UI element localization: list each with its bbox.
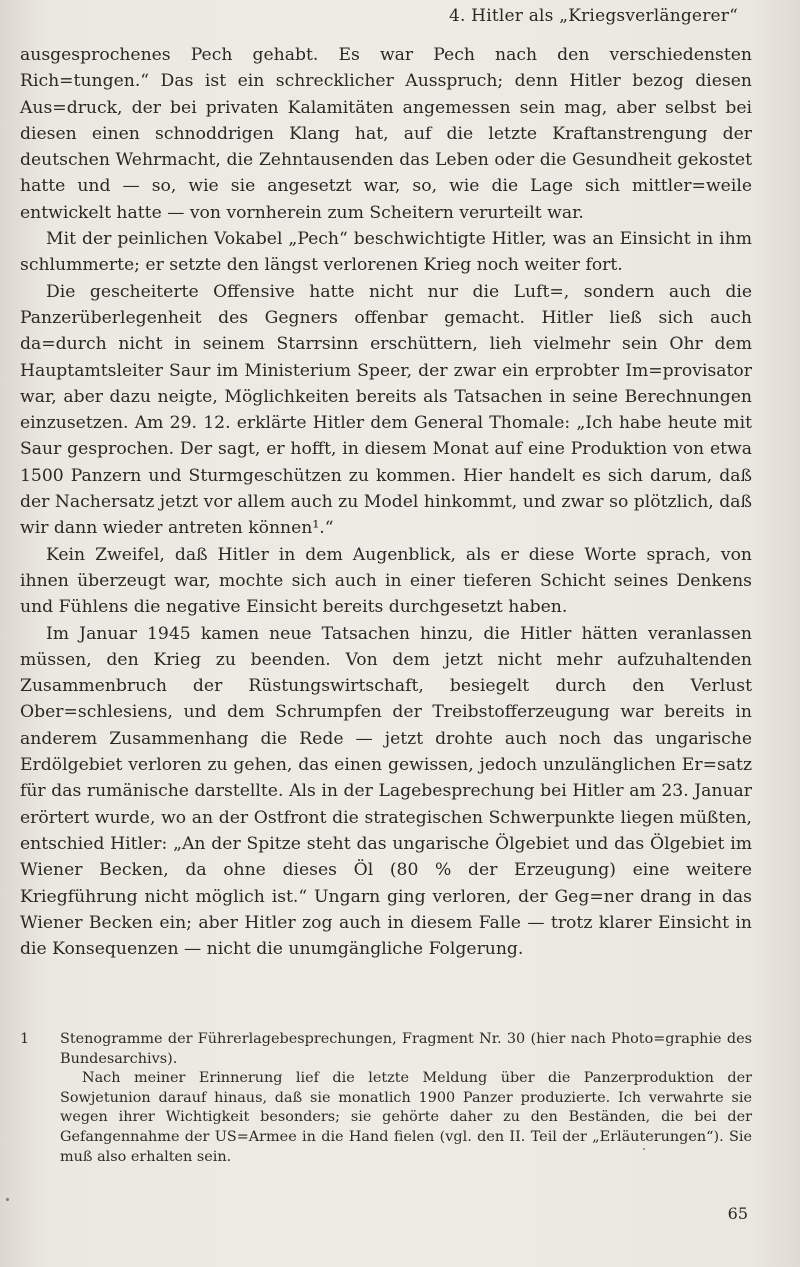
running-head: 4. Hitler als „Kriegsverlängerer“: [448, 6, 738, 26]
footnote-body: [60, 1030, 752, 1167]
page-number: 65: [727, 1204, 748, 1223]
body-text: [20, 42, 752, 962]
paragraph-5: Im Januar 1945 kamen neue Tatsachen hinzu, die Hitler hätten veranlassen müssen, den Krieg zu beenden. Von dem jetzt nicht mehr aufzuhaltenden Zusammenbruch der Rüstungswirtschaft, besiegelt durch den Verlust Ober=schlesiens, und dem Schrumpfen der Treibstofferzeugung war bereits in anderem Zusammenhang die Rede — jetzt drohte auch noch das ungarische Erdölgebiet verloren zu gehen, das einen gewissen, jedoch unzulänglichen Er=satz für das rumänische darstellte. Als in der Lagebesprechung bei Hitler am 23. Januar erörtert wurde, wo an der Ostfront die strategischen Schwerpunkte liegen müßten, entschied Hitler: „An der Spitze steht das ungarische Ölgebiet und das Ölgebiet im Wiener Becken, da ohne dieses Öl (80 % der Erzeugung) eine weitere Kriegführung nicht möglich ist.“ Ungarn ging verloren, der Geg=ner drang in das Wiener Becken ein; aber Hitler zog auch in diesem Falle — trotz klarer Einsicht in die Konsequenzen — nicht die unumgängliche Folgerung.: [20, 623, 752, 960]
paragraph-3: Die gescheiterte Offensive hatte nicht nur die Luft=, sondern auch die Panzerüberlegenheit des Gegners offenbar gemacht. Hitler ließ sich auch da=durch nicht in seinem Starrsinn erschüttern, lieh vielmehr sein Ohr dem Hauptamtsleiter Saur im Ministerium Speer, der zwar ein erprobter Im=provisator war, aber dazu neigte, Möglichkeiten bereits als Tatsachen in seine Berechnungen einzusetzen. Am 29. 12. erklärte Hitler dem General Thomale: „Ich habe heute mit Saur gesprochen. Der sagt, er hofft, in diesem Monat auf eine Produktion von etwa 1500 Panzern und Sturmgeschützen zu kommen. Hier handelt es sich darum, daß der Nachersatz jetzt vor allem auch zu Model hinkommt, und zwar so plötzlich, daß wir dann wieder antreten können¹.“: [20, 281, 752, 539]
paragraph-2: Mit der peinlichen Vokabel „Pech“ beschwichtigte Hitler, was an Einsicht in ihm schlummerte; er setzte den längst verlorenen Krieg noch weiter fort.: [20, 229, 752, 276]
paragraph-1: ausgesprochenes Pech gehabt. Es war Pech nach den verschiedensten Rich=tungen.“ Das ist ein schrecklicher Ausspruch; denn Hitler bezog diesen Aus=druck, der bei privaten Kalamitäten angemessen sein mag, aber selbst bei diesen einen schnoddrigen Klang hat, auf die letzte Kraftanstrengung der deutschen Wehrmacht, die Zehntausenden das Leben oder die Gesundheit gekostet hatte und — so, wie sie angesetzt war, so, wie die Lage sich mittler=weile entwickelt hatte — von vornherein zum Scheitern verurteilt war.: [20, 45, 752, 223]
footnotes: [20, 1030, 752, 1167]
footnote-text: Stenogramme der Führerlagebesprechungen, Fragment Nr. 30 (hier nach Photo=graphie des Bundesarchivs).: [60, 1031, 752, 1067]
print-speck: [6, 1198, 9, 1201]
footnote-number: 1: [20, 1031, 30, 1047]
paragraph-4: Kein Zweifel, daß Hitler in dem Augenblick, als er diese Worte sprach, von ihnen überzeugt war, mochte sich auch in einer tieferen Schicht seines Denkens und Fühlens die negative Einsicht bereits durchgesetzt haben.: [20, 544, 752, 618]
footnote-continuation: Nach meiner Erinnerung lief die letzte Meldung über die Panzerproduktion der Sowjetunion darauf hinaus, daß sie monatlich 1900 Panzer produzierte. Ich verwahrte sie wegen ihrer Wichtigkeit besonders; sie gehörte daher zu den Beständen, die bei der Gefangennahme der US=Armee in die Hand fielen (vgl. den II. Teil der „Erläuterungen“). Sie muß also erhalten sein.: [60, 1070, 752, 1165]
print-speck: [643, 1148, 645, 1150]
footnote-1: [20, 1030, 752, 1167]
